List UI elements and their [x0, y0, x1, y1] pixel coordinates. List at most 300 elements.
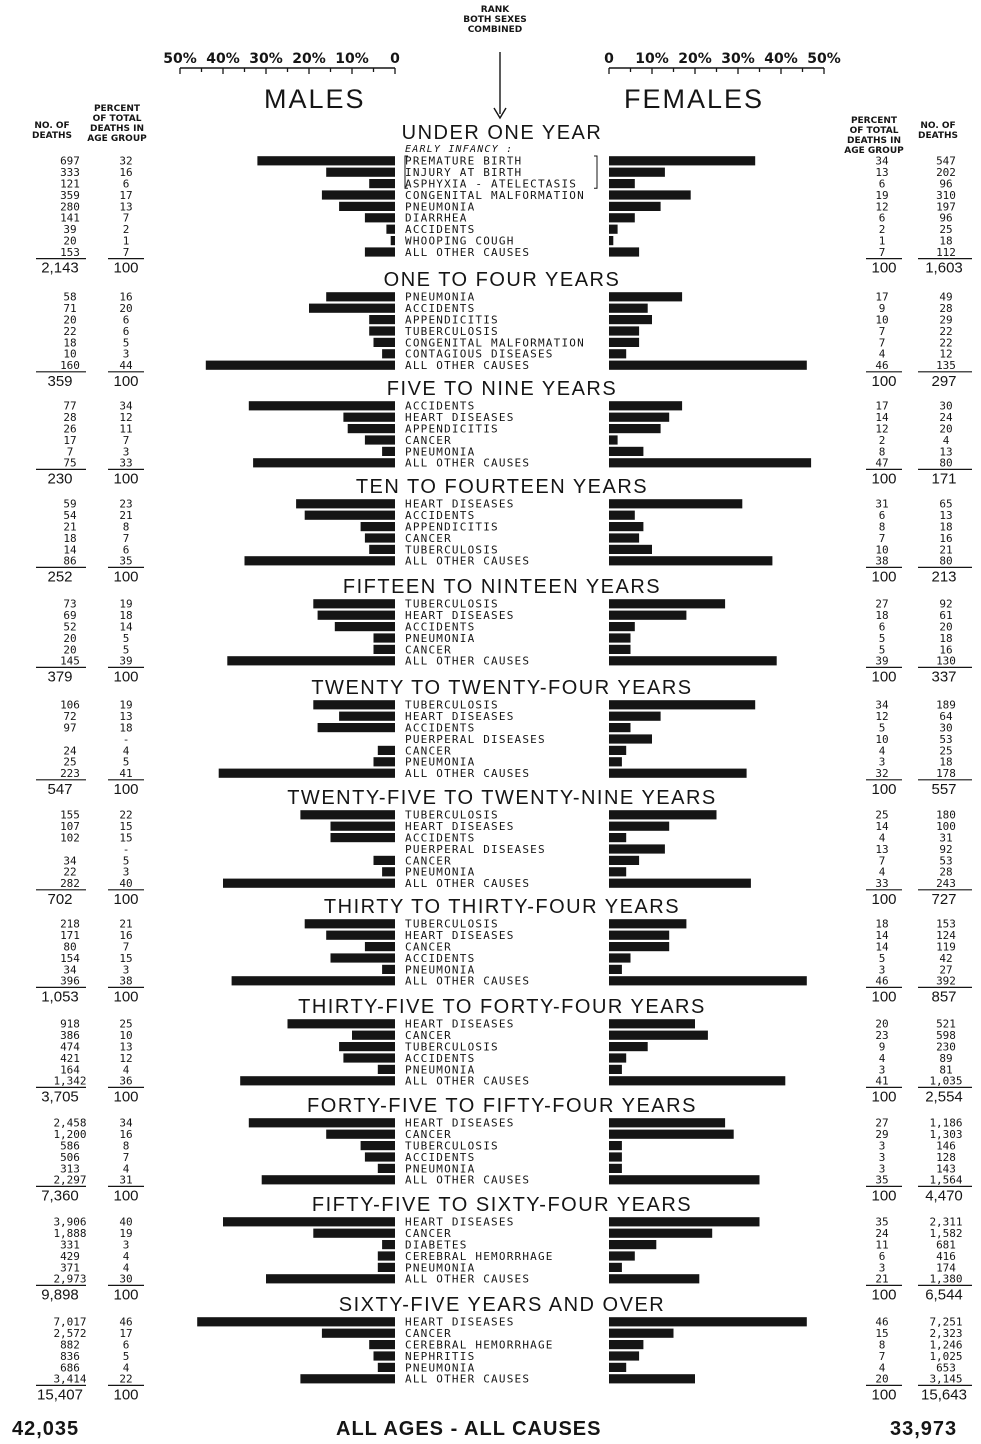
male-bar: [343, 413, 395, 422]
male-bar: [223, 879, 395, 888]
female-percent-value: 7: [878, 1349, 886, 1363]
female-deaths-value: 153: [936, 917, 956, 931]
female-bar: [609, 247, 639, 256]
male-deaths-value: 1,888: [53, 1227, 87, 1241]
male-group-total: 252: [47, 568, 73, 586]
male-percent-value: 11: [119, 422, 133, 436]
male-deaths-value: 882: [60, 1338, 80, 1352]
cause-label: PNEUMONIA: [405, 1063, 476, 1077]
male-bar: [374, 757, 396, 766]
male-percent-value: 25: [119, 1017, 133, 1031]
male-deaths-value: 7: [66, 445, 74, 459]
cause-label: ALL OTHER CAUSES: [405, 654, 531, 668]
male-axis-tick-label: 30%: [249, 51, 283, 67]
female-percent-value: 34: [875, 698, 889, 712]
female-percent-value: 7: [878, 245, 886, 259]
male-percent-value: 4: [122, 1162, 130, 1176]
male-group-pct-total: 100: [113, 1088, 139, 1106]
female-deaths-value: 1,035: [929, 1074, 963, 1088]
female-deaths-value: 2,311: [929, 1215, 963, 1229]
right-percent-header-line: PERCENT: [850, 116, 898, 126]
female-percent-value: 5: [878, 951, 886, 965]
female-deaths-value: 416: [936, 1249, 956, 1263]
female-bar: [609, 953, 631, 962]
cause-label: PUERPERAL DISEASES: [405, 732, 546, 746]
male-percent-value: 4: [122, 1261, 130, 1275]
group-title: THIRTY-FIVE TO FORTY-FOUR YEARS: [298, 996, 706, 1018]
female-deaths-value: 22: [939, 324, 953, 338]
male-group-total: 702: [47, 890, 73, 908]
male-deaths-value: 34: [63, 854, 77, 868]
female-bar: [609, 723, 631, 732]
male-deaths-value: 75: [63, 456, 77, 470]
cause-label: CANCER: [405, 1227, 452, 1241]
male-deaths-value: 218: [60, 917, 80, 931]
female-bar: [609, 1164, 622, 1173]
male-bar: [391, 236, 395, 245]
male-percent-value: 10: [119, 1029, 133, 1043]
female-deaths-value: 18: [939, 520, 953, 534]
cause-label: ALL OTHER CAUSES: [405, 245, 531, 259]
male-deaths-value: 20: [63, 643, 77, 657]
male-percent-value: 7: [122, 211, 130, 225]
male-group-pct-total: 100: [113, 988, 139, 1006]
male-bar: [197, 1317, 395, 1326]
male-deaths-value: 97: [63, 721, 77, 735]
male-bar: [300, 1374, 395, 1383]
female-bar: [609, 611, 686, 620]
male-bar: [365, 247, 395, 256]
female-percent-value: 14: [875, 940, 889, 954]
female-group-total: 15,643: [921, 1386, 967, 1404]
female-group-total: 727: [931, 890, 957, 908]
cause-label: ACCIDENTS: [405, 831, 476, 845]
female-bar: [609, 213, 635, 222]
female-percent-value: 6: [878, 509, 886, 523]
female-percent-value: 33: [875, 877, 889, 891]
male-group-total: 1,053: [41, 988, 79, 1006]
female-group-total: 6,544: [925, 1286, 963, 1304]
cause-label: CANCER: [405, 1029, 452, 1043]
cause-label: PNEUMONIA: [405, 755, 476, 769]
male-bar: [365, 533, 395, 542]
male-percent-value: 32: [119, 154, 133, 168]
female-percent-value: 7: [878, 854, 886, 868]
female-deaths-value: 1,246: [929, 1338, 963, 1352]
female-deaths-value: 18: [939, 755, 953, 769]
male-deaths-value: 52: [63, 620, 77, 634]
cause-label: TUBERCULOSIS: [405, 324, 499, 338]
female-bar: [609, 931, 669, 940]
cause-label: PNEUMONIA: [405, 963, 476, 977]
male-percent-value: 5: [122, 631, 130, 645]
male-bar: [382, 349, 395, 358]
cause-label: ALL OTHER CAUSES: [405, 1372, 531, 1386]
female-bar: [609, 1152, 622, 1161]
female-deaths-value: 53: [939, 854, 953, 868]
male-percent-value: 6: [122, 313, 130, 327]
female-percent-value: 8: [878, 520, 886, 534]
female-deaths-value: 681: [936, 1238, 956, 1252]
female-bar: [609, 1053, 626, 1062]
female-percent-value: 17: [875, 290, 889, 304]
male-group-pct-total: 100: [113, 1187, 139, 1205]
male-deaths-value: 918: [60, 1017, 80, 1031]
female-percent-value: 3: [878, 1162, 886, 1176]
male-bar: [305, 511, 395, 520]
cause-label: CANCER: [405, 643, 452, 657]
male-bar: [365, 213, 395, 222]
female-bar: [609, 424, 661, 433]
male-deaths-value: 58: [63, 290, 77, 304]
female-percent-value: 2: [878, 433, 886, 447]
female-axis-tick-label: 30%: [721, 51, 755, 67]
male-deaths-value: 121: [60, 177, 80, 191]
female-percent-value: 25: [875, 808, 889, 822]
female-bar: [609, 545, 652, 554]
male-deaths-value: 102: [60, 831, 80, 845]
female-percent-value: 31: [875, 497, 889, 511]
female-deaths-value: 30: [939, 721, 953, 735]
female-bar: [609, 179, 635, 188]
male-percent-value: 5: [122, 755, 130, 769]
male-deaths-value: 71: [63, 302, 77, 316]
female-percent-value: 1: [878, 234, 886, 248]
female-bar: [609, 976, 807, 985]
male-deaths-value: 223: [60, 767, 80, 781]
footer-label: ALL AGES - ALL CAUSES: [336, 1418, 602, 1440]
male-group-pct-total: 100: [113, 568, 139, 586]
female-bar: [609, 1065, 622, 1074]
female-percent-value: 4: [878, 1051, 886, 1065]
female-percent-value: 4: [878, 831, 886, 845]
cause-label: ALL OTHER CAUSES: [405, 1272, 531, 1286]
female-group-total: 857: [931, 988, 957, 1006]
male-percent-value: 22: [119, 1372, 133, 1386]
female-percent-value: 4: [878, 347, 886, 361]
male-group-total: 379: [47, 668, 73, 686]
female-bar: [609, 447, 643, 456]
male-bar: [378, 1363, 395, 1372]
female-percent-value: 9: [878, 1040, 886, 1054]
female-bar: [609, 326, 639, 335]
female-bar: [609, 533, 639, 542]
male-percent-value: 5: [122, 643, 130, 657]
female-bar: [609, 401, 682, 410]
right-percent-header-line: OF TOTAL: [849, 126, 899, 136]
female-percent-value: 32: [875, 767, 889, 781]
left-percent-header-line: DEATHS IN: [89, 124, 145, 134]
cause-label: NEPHRITIS: [405, 1349, 476, 1363]
female-deaths-value: 310: [936, 188, 956, 202]
male-percent-value: 40: [119, 877, 133, 891]
male-bar: [253, 458, 395, 467]
female-group-total: 2,554: [925, 1088, 963, 1106]
male-deaths-value: 18: [63, 531, 77, 545]
male-bar: [309, 304, 395, 313]
female-group-pct-total: 100: [871, 372, 897, 390]
female-bar: [609, 236, 613, 245]
male-percent-value: 19: [119, 597, 133, 611]
male-percent-value: 3: [122, 1238, 130, 1252]
female-percent-value: 10: [875, 543, 889, 557]
male-bar: [382, 447, 395, 456]
male-bar: [266, 1274, 395, 1283]
cause-label: ACCIDENTS: [405, 302, 476, 316]
male-bar: [313, 1229, 395, 1238]
female-bar: [609, 1329, 674, 1338]
female-bar: [609, 435, 618, 444]
male-deaths-value: 154: [60, 951, 80, 965]
male-bar: [374, 856, 396, 865]
female-bar: [609, 965, 622, 974]
female-bar: [609, 879, 751, 888]
male-percent-value: 35: [119, 554, 133, 568]
female-deaths-value: 25: [939, 223, 953, 237]
female-deaths-value: 20: [939, 620, 953, 634]
male-deaths-value: 80: [63, 940, 77, 954]
female-deaths-value: 31: [939, 831, 953, 845]
left-deaths-header-line: NO. OF: [34, 121, 70, 131]
female-percent-value: 27: [875, 1116, 889, 1130]
female-deaths-value: 119: [936, 940, 956, 954]
female-deaths-value: 135: [936, 359, 956, 373]
male-deaths-value: 2,973: [53, 1272, 87, 1286]
bracket-right: [594, 156, 597, 188]
female-percent-value: 20: [875, 1372, 889, 1386]
female-deaths-value: 197: [936, 200, 956, 214]
male-bar: [249, 1118, 395, 1127]
female-percent-value: 4: [878, 865, 886, 879]
female-deaths-value: 146: [936, 1139, 956, 1153]
female-deaths-value: 202: [936, 166, 956, 180]
male-group-pct-total: 100: [113, 1286, 139, 1304]
cause-label: PNEUMONIA: [405, 1361, 476, 1375]
male-bar: [227, 656, 395, 665]
male-deaths-value: 20: [63, 313, 77, 327]
female-percent-value: 6: [878, 1249, 886, 1263]
female-axis-tick-label: 40%: [764, 51, 798, 67]
female-percent-value: 3: [878, 1139, 886, 1153]
male-bar: [331, 822, 396, 831]
male-bar: [369, 1340, 395, 1349]
female-bar: [609, 511, 635, 520]
cause-label: CANCER: [405, 1128, 452, 1142]
female-percent-value: 6: [878, 211, 886, 225]
female-percent-value: 15: [875, 1327, 889, 1341]
female-deaths-value: 16: [939, 531, 953, 545]
cause-label: HEART DISEASES: [405, 710, 515, 724]
female-bar: [609, 1141, 622, 1150]
cause-label: CANCER: [405, 854, 452, 868]
male-group-total: 547: [47, 780, 73, 798]
female-deaths-value: 653: [936, 1361, 956, 1375]
male-deaths-value: 371: [60, 1261, 80, 1275]
female-bar: [609, 413, 669, 422]
male-bar: [331, 833, 396, 842]
female-percent-value: 4: [878, 1361, 886, 1375]
rank-label-line3: COMBINED: [467, 25, 523, 35]
female-axis-tick-label: 20%: [678, 51, 712, 67]
male-deaths-value: 171: [60, 929, 80, 943]
male-percent-value: 30: [119, 1272, 133, 1286]
female-bar: [609, 304, 648, 313]
male-bar: [378, 1065, 395, 1074]
male-percent-value: 19: [119, 1227, 133, 1241]
cause-label: CANCER: [405, 531, 452, 545]
female-percent-value: 46: [875, 359, 889, 373]
male-axis-tick-label: 50%: [163, 51, 197, 67]
female-deaths-value: 174: [936, 1261, 956, 1275]
male-group-total: 2,143: [41, 259, 79, 277]
male-deaths-value: 331: [60, 1238, 80, 1252]
male-deaths-value: 10: [63, 347, 77, 361]
female-deaths-value: 178: [936, 767, 956, 781]
female-deaths-value: 22: [939, 336, 953, 350]
male-bar: [305, 919, 395, 928]
male-axis-tick-label: 0: [390, 51, 400, 67]
male-percent-value: 13: [119, 200, 133, 214]
female-percent-value: 35: [875, 1215, 889, 1229]
male-percent-value: 31: [119, 1173, 133, 1187]
group-title: UNDER ONE YEAR: [401, 122, 603, 144]
cause-label: ALL OTHER CAUSES: [405, 1173, 531, 1187]
left-percent-header-line: OF TOTAL: [92, 114, 142, 124]
male-percent-value: 8: [122, 520, 130, 534]
female-bar: [609, 810, 717, 819]
male-bar: [382, 867, 395, 876]
male-bar: [361, 522, 395, 531]
cause-label: WHOOPING COUGH: [405, 234, 515, 248]
male-deaths-value: 145: [60, 654, 80, 668]
male-deaths-value: 2,297: [53, 1173, 87, 1187]
male-group-pct-total: 100: [113, 668, 139, 686]
cause-label: TUBERCULOSIS: [405, 1040, 499, 1054]
female-deaths-value: 28: [939, 865, 953, 879]
female-deaths-value: 64: [939, 710, 953, 724]
female-percent-value: 23: [875, 1029, 889, 1043]
female-deaths-value: 16: [939, 643, 953, 657]
male-percent-value: 6: [122, 1338, 130, 1352]
right-percent-header-line: AGE GROUP: [844, 146, 904, 156]
female-bar: [609, 746, 626, 755]
male-deaths-value: 429: [60, 1249, 80, 1263]
female-group-pct-total: 100: [871, 988, 897, 1006]
male-deaths-value: 20: [63, 631, 77, 645]
male-percent-value: 19: [119, 698, 133, 712]
female-percent-value: 27: [875, 597, 889, 611]
female-deaths-value: 1,025: [929, 1349, 963, 1363]
male-deaths-value: 3,906: [53, 1215, 87, 1229]
female-group-pct-total: 100: [871, 1088, 897, 1106]
female-group-total: 1,603: [925, 259, 963, 277]
male-bar: [378, 1251, 395, 1260]
female-percent-value: 7: [878, 324, 886, 338]
male-group-pct-total: 100: [113, 780, 139, 798]
female-bar: [609, 1363, 626, 1372]
female-percent-value: 21: [875, 1272, 889, 1286]
male-group-total: 15,407: [37, 1386, 83, 1404]
left-percent-header-line: AGE GROUP: [87, 134, 147, 144]
male-percent-value: 3: [122, 347, 130, 361]
female-deaths-value: 521: [936, 1017, 956, 1031]
female-bar: [609, 1019, 695, 1028]
male-deaths-value: 77: [63, 399, 77, 413]
female-bar: [609, 599, 725, 608]
cause-label: ALL OTHER CAUSES: [405, 554, 531, 568]
group-title: FIFTEEN TO NINTEEN YEARS: [342, 576, 662, 598]
female-group-pct-total: 100: [871, 470, 897, 488]
male-percent-value: 46: [119, 1315, 133, 1329]
female-deaths-value: 1,564: [929, 1173, 963, 1187]
male-bar: [348, 424, 395, 433]
female-percent-value: 7: [878, 531, 886, 545]
female-percent-value: 14: [875, 411, 889, 425]
female-percent-value: 17: [875, 399, 889, 413]
female-deaths-value: 13: [939, 445, 953, 459]
female-deaths-value: 100: [936, 820, 956, 834]
female-deaths-value: 96: [939, 177, 953, 191]
male-group-pct-total: 100: [113, 259, 139, 277]
female-percent-value: 38: [875, 554, 889, 568]
male-percent-value: 7: [122, 433, 130, 447]
male-deaths-value: 107: [60, 820, 80, 834]
male-deaths-value: 73: [63, 597, 77, 611]
cause-label: PUERPERAL DISEASES: [405, 842, 546, 856]
female-bar: [609, 361, 807, 370]
male-bar: [206, 361, 395, 370]
female-group-pct-total: 100: [871, 568, 897, 586]
cause-label: PREMATURE BIRTH: [405, 154, 523, 168]
cause-label: DIABETES: [405, 1238, 468, 1252]
male-deaths-value: 17: [63, 433, 77, 447]
female-deaths-value: 18: [939, 631, 953, 645]
cause-label: ALL OTHER CAUSES: [405, 456, 531, 470]
male-axis-tick-label: 20%: [292, 51, 326, 67]
group-title: FIVE TO NINE YEARS: [386, 378, 618, 400]
female-bar: [609, 202, 661, 211]
female-deaths-value: 96: [939, 211, 953, 225]
female-percent-value: 12: [875, 710, 889, 724]
male-deaths-value: 54: [63, 509, 77, 523]
male-bar: [378, 1164, 395, 1173]
male-bar: [374, 645, 396, 654]
male-bar: [361, 1141, 395, 1150]
female-bar: [609, 190, 691, 199]
female-deaths-value: 1,582: [929, 1227, 963, 1241]
male-percent-value: 6: [122, 177, 130, 191]
females-heading: FEMALES: [624, 84, 765, 114]
female-bar: [609, 1076, 785, 1085]
male-group-pct-total: 100: [113, 890, 139, 908]
female-deaths-value: 24: [939, 411, 953, 425]
male-deaths-value: 21: [63, 520, 77, 534]
female-percent-value: 6: [878, 620, 886, 634]
male-deaths-value: 86: [63, 554, 77, 568]
female-bar: [609, 349, 626, 358]
male-deaths-value: 141: [60, 211, 80, 225]
female-bar: [609, 499, 742, 508]
female-deaths-value: 230: [936, 1040, 956, 1054]
female-percent-value: 20: [875, 1017, 889, 1031]
female-percent-value: 46: [875, 974, 889, 988]
female-grand-total: 33,973: [890, 1418, 958, 1440]
female-bar: [609, 1351, 639, 1360]
male-deaths-value: 59: [63, 497, 77, 511]
female-percent-value: 6: [878, 177, 886, 191]
female-percent-value: 18: [875, 917, 889, 931]
left-percent-header-line: PERCENT: [93, 104, 141, 114]
